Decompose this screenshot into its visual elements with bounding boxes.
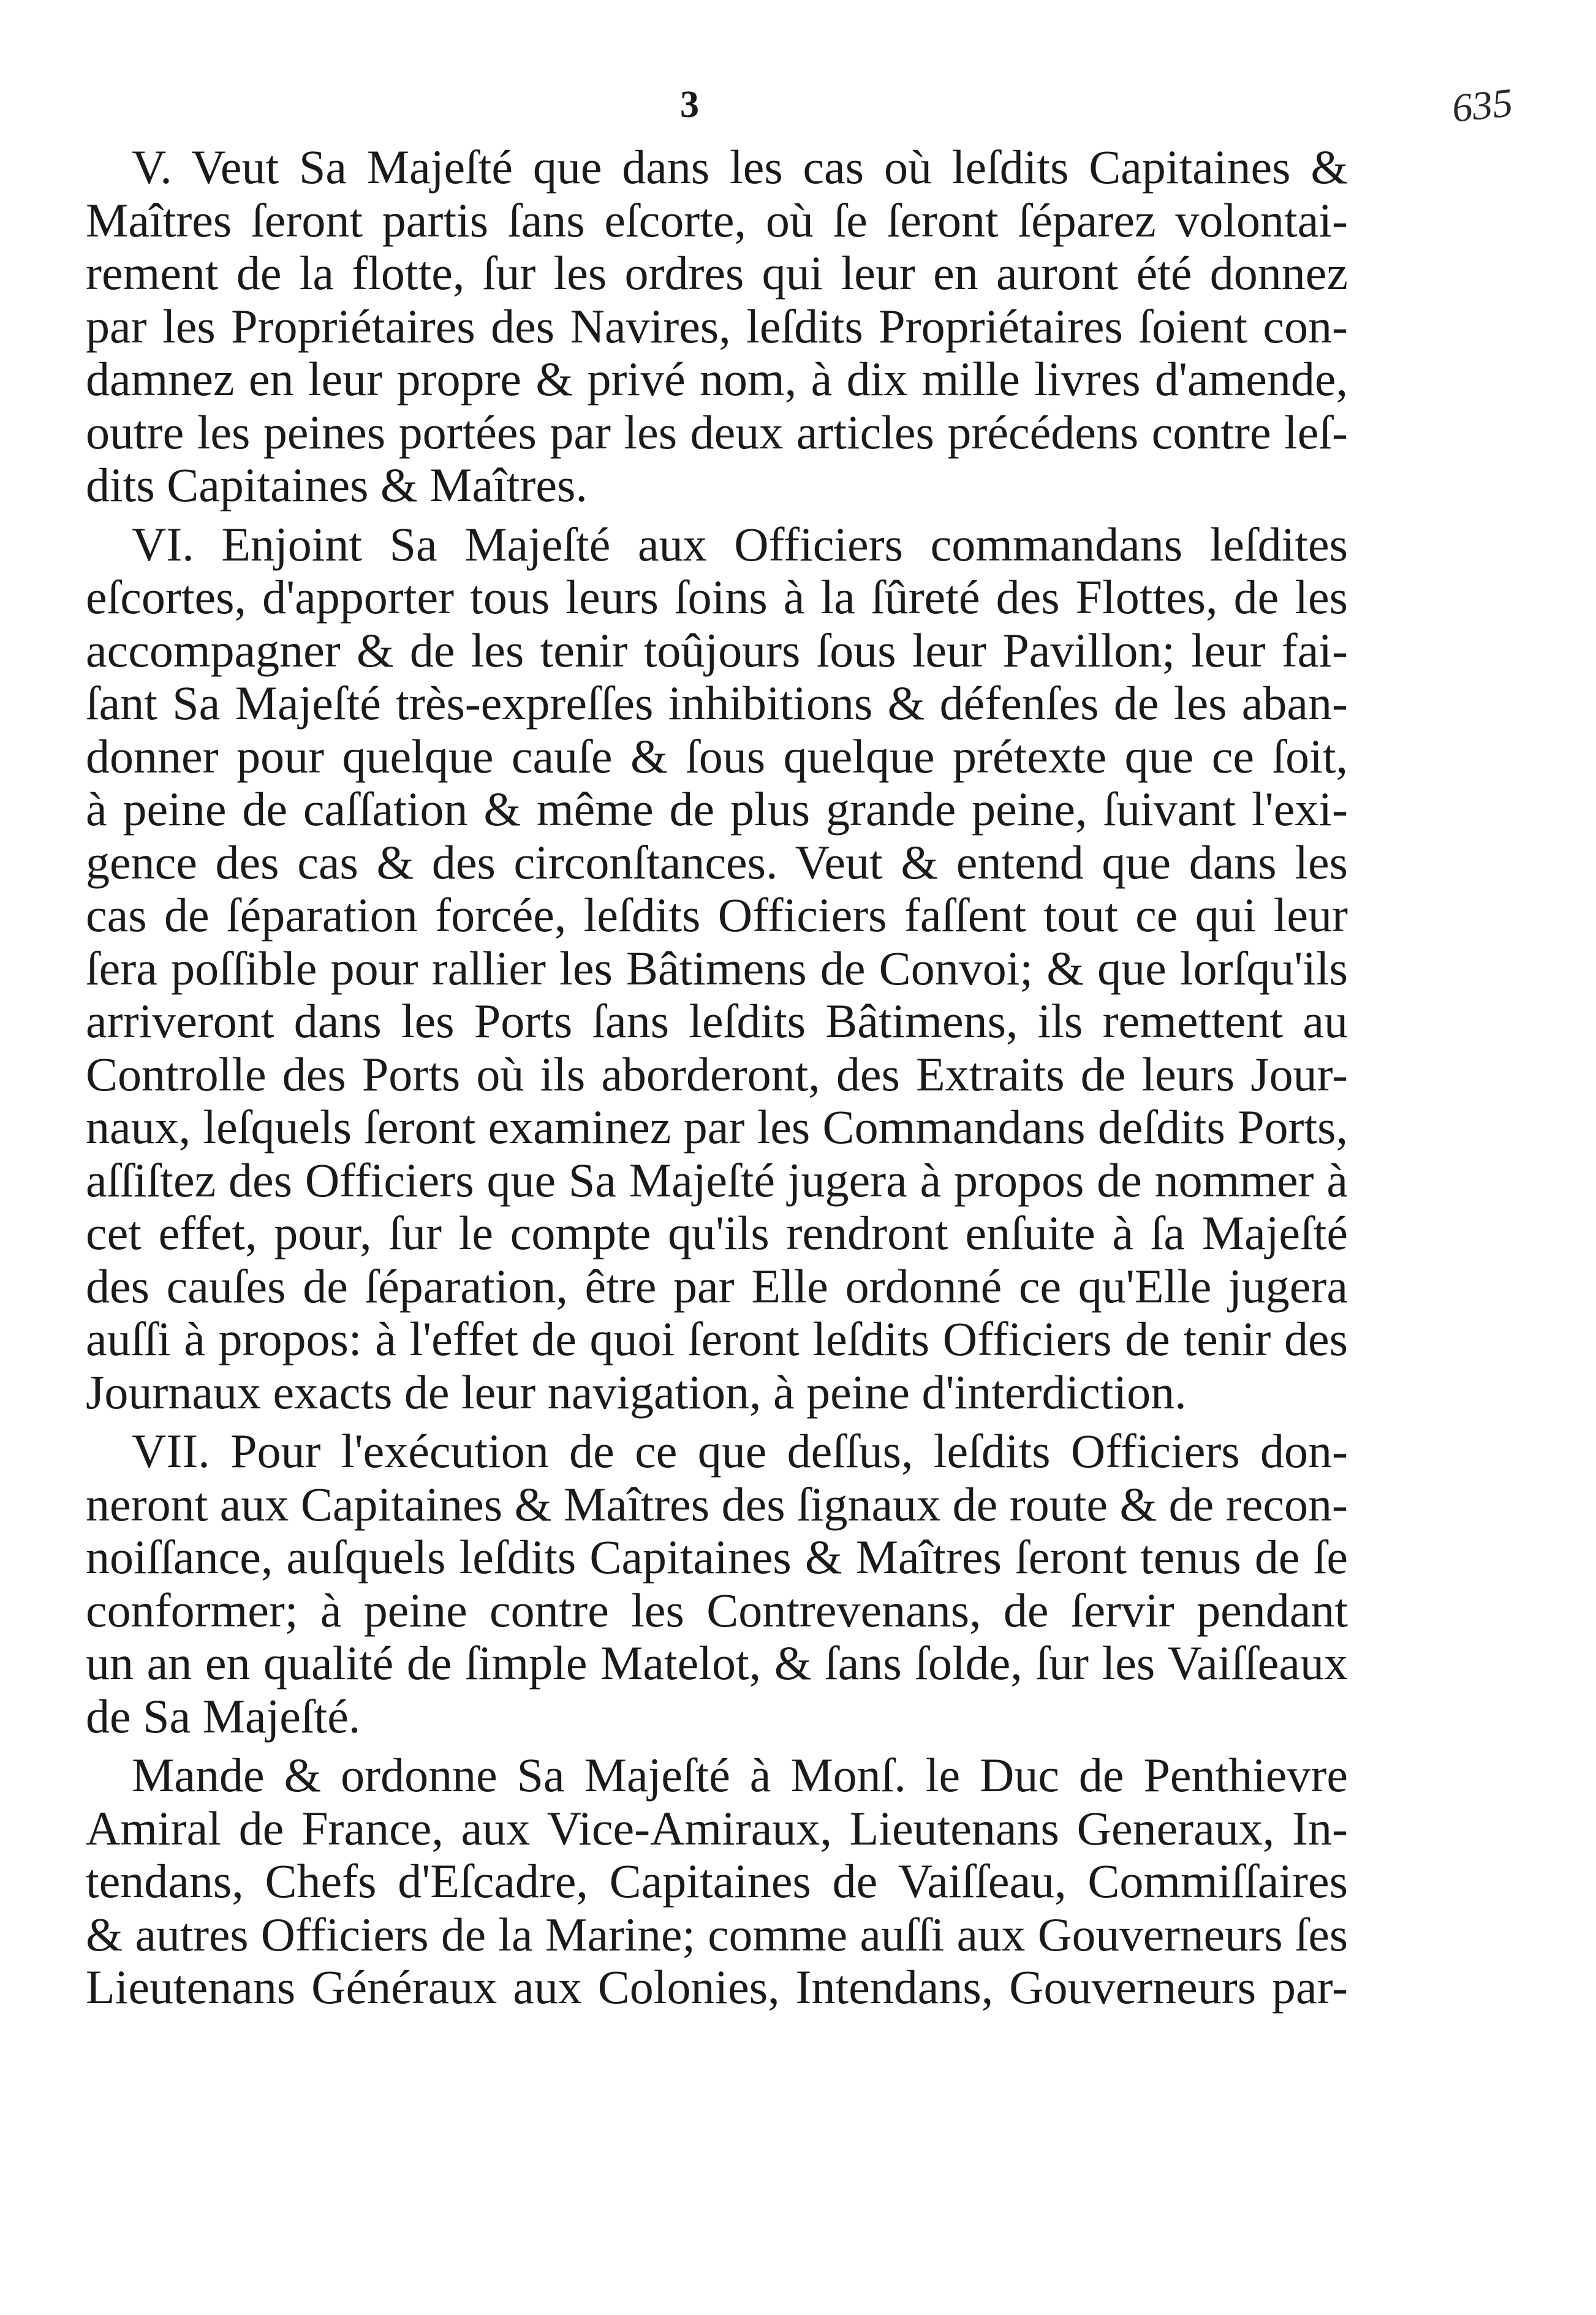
text-line: arriveront dans les Ports ſans leſdits Bâtimens, ils remettent au: [86, 994, 1348, 1048]
text-line: rement de la flotte, ſur les ordres qui leur en auront été donnez: [86, 246, 1348, 300]
text-line: tendans, Chefs d'Eſcadre, Capitaines de Vaiſſeau, Commiſſaires: [86, 1854, 1348, 1908]
text-line: & autres Officiers de la Marine; comme auſſi aux Gouverneurs ſes: [86, 1908, 1348, 1961]
text-line: auſſi à propos: à l'effet de quoi ſeront leſdits Officiers de tenir des: [86, 1312, 1348, 1365]
text-line: donner pour quelque cauſe & ſous quelque prétexte que ce ſoit,: [86, 729, 1348, 783]
text-line: Amiral de France, aux Vice-Amiraux, Lieutenans Generaux, In-: [86, 1801, 1348, 1855]
text-line: de Sa Majeſté.: [86, 1689, 361, 1743]
text-line: cas de ſéparation forcée, leſdits Officiers faſſent tout ce qui leur: [86, 888, 1348, 942]
text-line: Journaux exacts de leur navigation, à peine d'interdiction.: [86, 1365, 1187, 1419]
text-line: gence des cas & des circonſtances. Veut & entend que dans les: [86, 835, 1348, 889]
text-line: ſant Sa Majeſté très-expreſſes inhibitions & défenſes de les aban-: [86, 676, 1348, 730]
text-line: un an en qualité de ſimple Matelot, & ſans ſolde, ſur les Vaiſſeaux: [86, 1636, 1348, 1690]
text-line: des cauſes de ſéparation, être par Elle ordonné ce qu'Elle jugera: [86, 1259, 1348, 1313]
text-line: VII. Pour l'exécution de ce que deſſus, leſdits Officiers don-: [132, 1424, 1348, 1478]
text-line: ſera poſſible pour rallier les Bâtimens de Convoi; & que lorſqu'ils: [86, 941, 1348, 995]
text-line: Maîtres ſeront partis ſans eſcorte, où ſe ſeront ſéparez volontai-: [86, 193, 1348, 247]
text-line: Controlle des Ports où ils aborderont, des Extraits de leurs Jour-: [86, 1047, 1348, 1101]
text-line: cet effet, pour, ſur le compte qu'ils rendront enſuite à ſa Majeſté: [86, 1206, 1348, 1259]
text-line: à peine de caſſation & même de plus grande peine, ſuivant l'exi-: [86, 782, 1348, 836]
text-line: par les Propriétaires des Navires, leſdits Propriétaires ſoient con-: [86, 299, 1348, 353]
text-line: dits Capitaines & Maîtres.: [86, 458, 588, 512]
text-line: noiſſance, auſquels leſdits Capitaines & Maîtres ſeront tenus de ſe: [86, 1530, 1348, 1584]
text-line: conformer; à peine contre les Contrevenans, de ſervir pendant: [86, 1583, 1348, 1637]
text-line: VI. Enjoint Sa Majeſté aux Officiers commandans leſdites: [132, 517, 1348, 571]
text-line: V. Veut Sa Majeſté que dans les cas où leſdits Capitaines &: [132, 140, 1348, 194]
text-line: Lieutenans Généraux aux Colonies, Intendans, Gouverneurs par-: [86, 1960, 1348, 2014]
text-line: neront aux Capitaines & Maîtres des ſignaux de route & de recon-: [86, 1477, 1348, 1531]
text-line: aſſiſtez des Officiers que Sa Majeſté jugera à propos de nommer à: [86, 1153, 1348, 1207]
ordinance-text: [86, 141, 1348, 2014]
handwritten-folio-number: 635: [1450, 80, 1515, 131]
page-number: 3: [680, 84, 699, 126]
text-line: Mande & ordonne Sa Majeſté à Monſ. le Duc de Penthievre: [132, 1748, 1348, 1802]
text-line: eſcortes, d'apporter tous leurs ſoins à la ſûreté des Flottes, de les: [86, 570, 1348, 624]
text-line: outre les peines portées par les deux articles précédens contre leſ-: [86, 405, 1348, 459]
text-line: accompagner & de les tenir toûjours ſous leur Pavillon; leur fai-: [86, 623, 1348, 677]
text-line: naux, leſquels ſeront examinez par les Commandans deſdits Ports,: [86, 1100, 1348, 1154]
text-line: damnez en leur propre & privé nom, à dix mille livres d'amende,: [86, 352, 1348, 406]
